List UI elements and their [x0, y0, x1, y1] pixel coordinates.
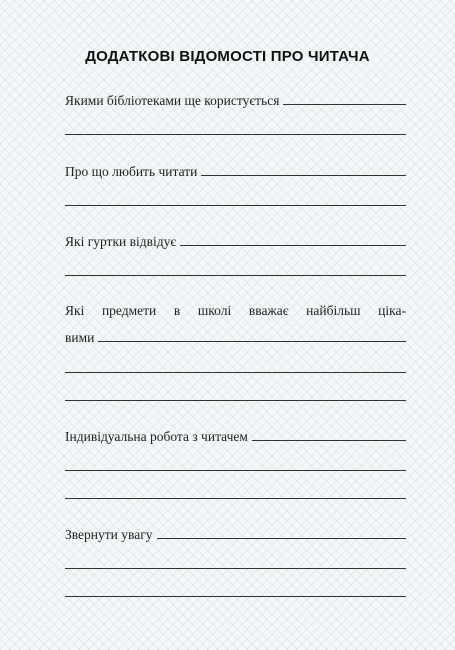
section-pay-attention	[65, 527, 406, 543]
section-reading-interests	[65, 164, 406, 180]
answer-individual-work-field[interactable]	[252, 440, 406, 441]
answer-clubs-field[interactable]	[180, 245, 406, 246]
answer-pay-attention-line-3[interactable]	[65, 596, 406, 597]
answer-libraries-field[interactable]	[283, 104, 406, 105]
question-clubs-label: Які гуртки відвідує	[65, 234, 177, 249]
answer-individual-work-line-2[interactable]	[65, 470, 406, 471]
question-pay-attention	[65, 527, 406, 543]
question-reading-interests	[65, 164, 406, 180]
answer-favorite-subjects-field[interactable]	[98, 341, 406, 342]
answer-reading-interests-field[interactable]	[201, 175, 406, 176]
question-libraries-label: Якими бібліотеками ще користується	[65, 93, 280, 108]
question-clubs	[65, 234, 406, 250]
answer-favorite-subjects-line-2[interactable]	[65, 372, 406, 373]
section-individual-work	[65, 429, 406, 445]
question-favorite-subjects-label-cont: вими	[65, 330, 95, 345]
question-favorite-subjects-cont	[65, 330, 406, 346]
question-individual-work-label: Індивідуальна робота з читачем	[65, 429, 248, 444]
section-favorite-subjects	[65, 303, 406, 346]
question-favorite-subjects	[65, 303, 406, 319]
page-title: ДОДАТКОВІ ВІДОМОСТІ ПРО ЧИТАЧА	[85, 48, 370, 65]
answer-reading-interests-line-2[interactable]	[65, 205, 406, 206]
answer-individual-work-line-3[interactable]	[65, 498, 406, 499]
answer-clubs-line-2[interactable]	[65, 275, 406, 276]
answer-favorite-subjects-line-3[interactable]	[65, 400, 406, 401]
answer-pay-attention-line-2[interactable]	[65, 568, 406, 569]
question-pay-attention-label: Звернути увагу	[65, 527, 153, 542]
question-individual-work	[65, 429, 406, 445]
question-libraries	[65, 93, 406, 109]
question-reading-interests-label: Про що любить читати	[65, 164, 198, 179]
answer-libraries-line-2[interactable]	[65, 134, 406, 135]
answer-pay-attention-field[interactable]	[157, 538, 407, 539]
section-clubs	[65, 234, 406, 250]
question-favorite-subjects-label: Які предмети в школі вважає найбільш ціка-	[65, 303, 406, 318]
section-libraries	[65, 93, 406, 109]
